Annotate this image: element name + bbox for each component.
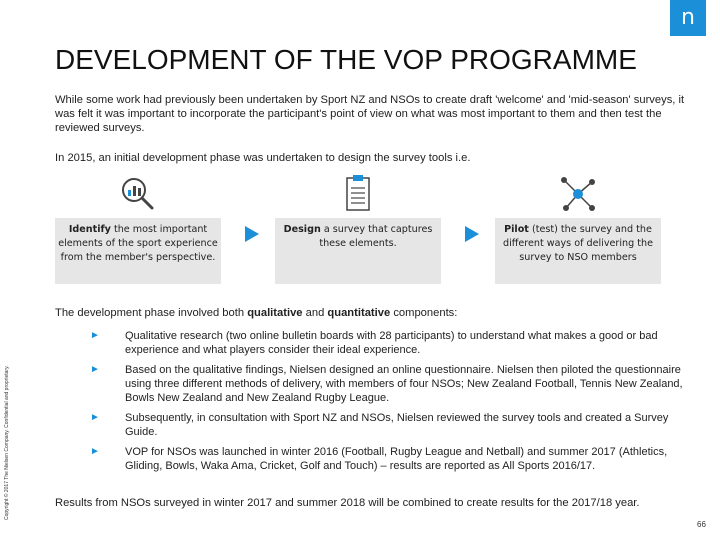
intro-paragraph-2: In 2015, an initial development phase was undertaken to design the survey tools i.e. (55, 152, 471, 164)
closing-paragraph: Results from NSOs surveyed in winter 2017 and summer 2018 will be combined to create results for the 2017/18 year. (55, 497, 640, 509)
list-item (90, 329, 690, 357)
step-text: a survey that captures these elements. (319, 224, 433, 249)
network-icon (556, 172, 600, 216)
step-box-identify (55, 218, 221, 284)
list-item-text: Based on the qualitative findings, Nielsen designed an online questionnaire. Nielsen then piloted the questionnaire using three different methods of delivery, with members of four NSOs; New Zealand Football, Tennis New Zealand, Bowls New Zealand and New Zealand Rugby League. (125, 364, 683, 404)
step-bold: Identify (68, 224, 111, 235)
nielsen-logo: n (670, 0, 706, 36)
dev-qualitative: qualitative (247, 307, 303, 319)
dev-suffix: components: (390, 307, 458, 319)
dev-quantitative: quantitative (327, 307, 391, 319)
bullet-list (90, 329, 690, 473)
list-item-text: Subsequently, in consultation with Sport NZ and NSOs, Nielsen reviewed the survey tools and created a Survey Guide. (125, 412, 669, 438)
step-arrow (245, 226, 259, 242)
page-number: 66 (697, 520, 706, 529)
step-box-design (275, 218, 441, 284)
step-text: (test) the survey and the different ways of delivering the survey to NSO members (502, 224, 654, 263)
step-text: the most important elements of the sport experience from the member's perspective. (58, 224, 218, 263)
dev-prefix: The development phase involved both (55, 307, 245, 319)
list-item (90, 411, 690, 439)
development-phase-text (55, 307, 457, 319)
bullet-arrow-icon: ► (90, 364, 100, 375)
list-item (90, 445, 690, 473)
list-item-text: Qualitative research (two online bulletin boards with 28 participants) to understand what makes a good or bad experience and what players consider their ideal experience. (125, 330, 658, 356)
list-item (90, 363, 690, 405)
copyright-notice: Copyright © 2017 The Nielsen Company. Confidential and proprietary. (4, 365, 10, 520)
step-bold: Pilot (504, 224, 529, 235)
intro-paragraph: While some work had previously been undertaken by Sport NZ and NSOs to create draft 'welcome' and 'mid-season' surveys, it was felt it was important to incorporate the participant's point of view on what was most important to them and then test the reviewed surveys. (55, 94, 685, 134)
step-icons-row (0, 172, 720, 216)
bullet-arrow-icon: ► (90, 412, 100, 423)
dev-and: and (302, 307, 328, 319)
step-arrow (465, 226, 479, 242)
page-title: DEVELOPMENT OF THE VOP PROGRAMME (55, 44, 637, 75)
bullet-arrow-icon: ► (90, 446, 100, 457)
list-item-text: VOP for NSOs was launched in winter 2016 (Football, Rugby League and Netball) and summer 2017 (Athletics, Gliding, Bowls, Waka Ama, Cricket, Golf and Touch) – results are reported as All Sports 2016/17. (125, 446, 668, 472)
clipboard-icon (336, 172, 380, 216)
bullet-arrow-icon: ► (90, 330, 100, 341)
magnifier-chart-icon (116, 172, 160, 216)
step-bold: Design (283, 224, 321, 235)
step-box-pilot (495, 218, 661, 284)
